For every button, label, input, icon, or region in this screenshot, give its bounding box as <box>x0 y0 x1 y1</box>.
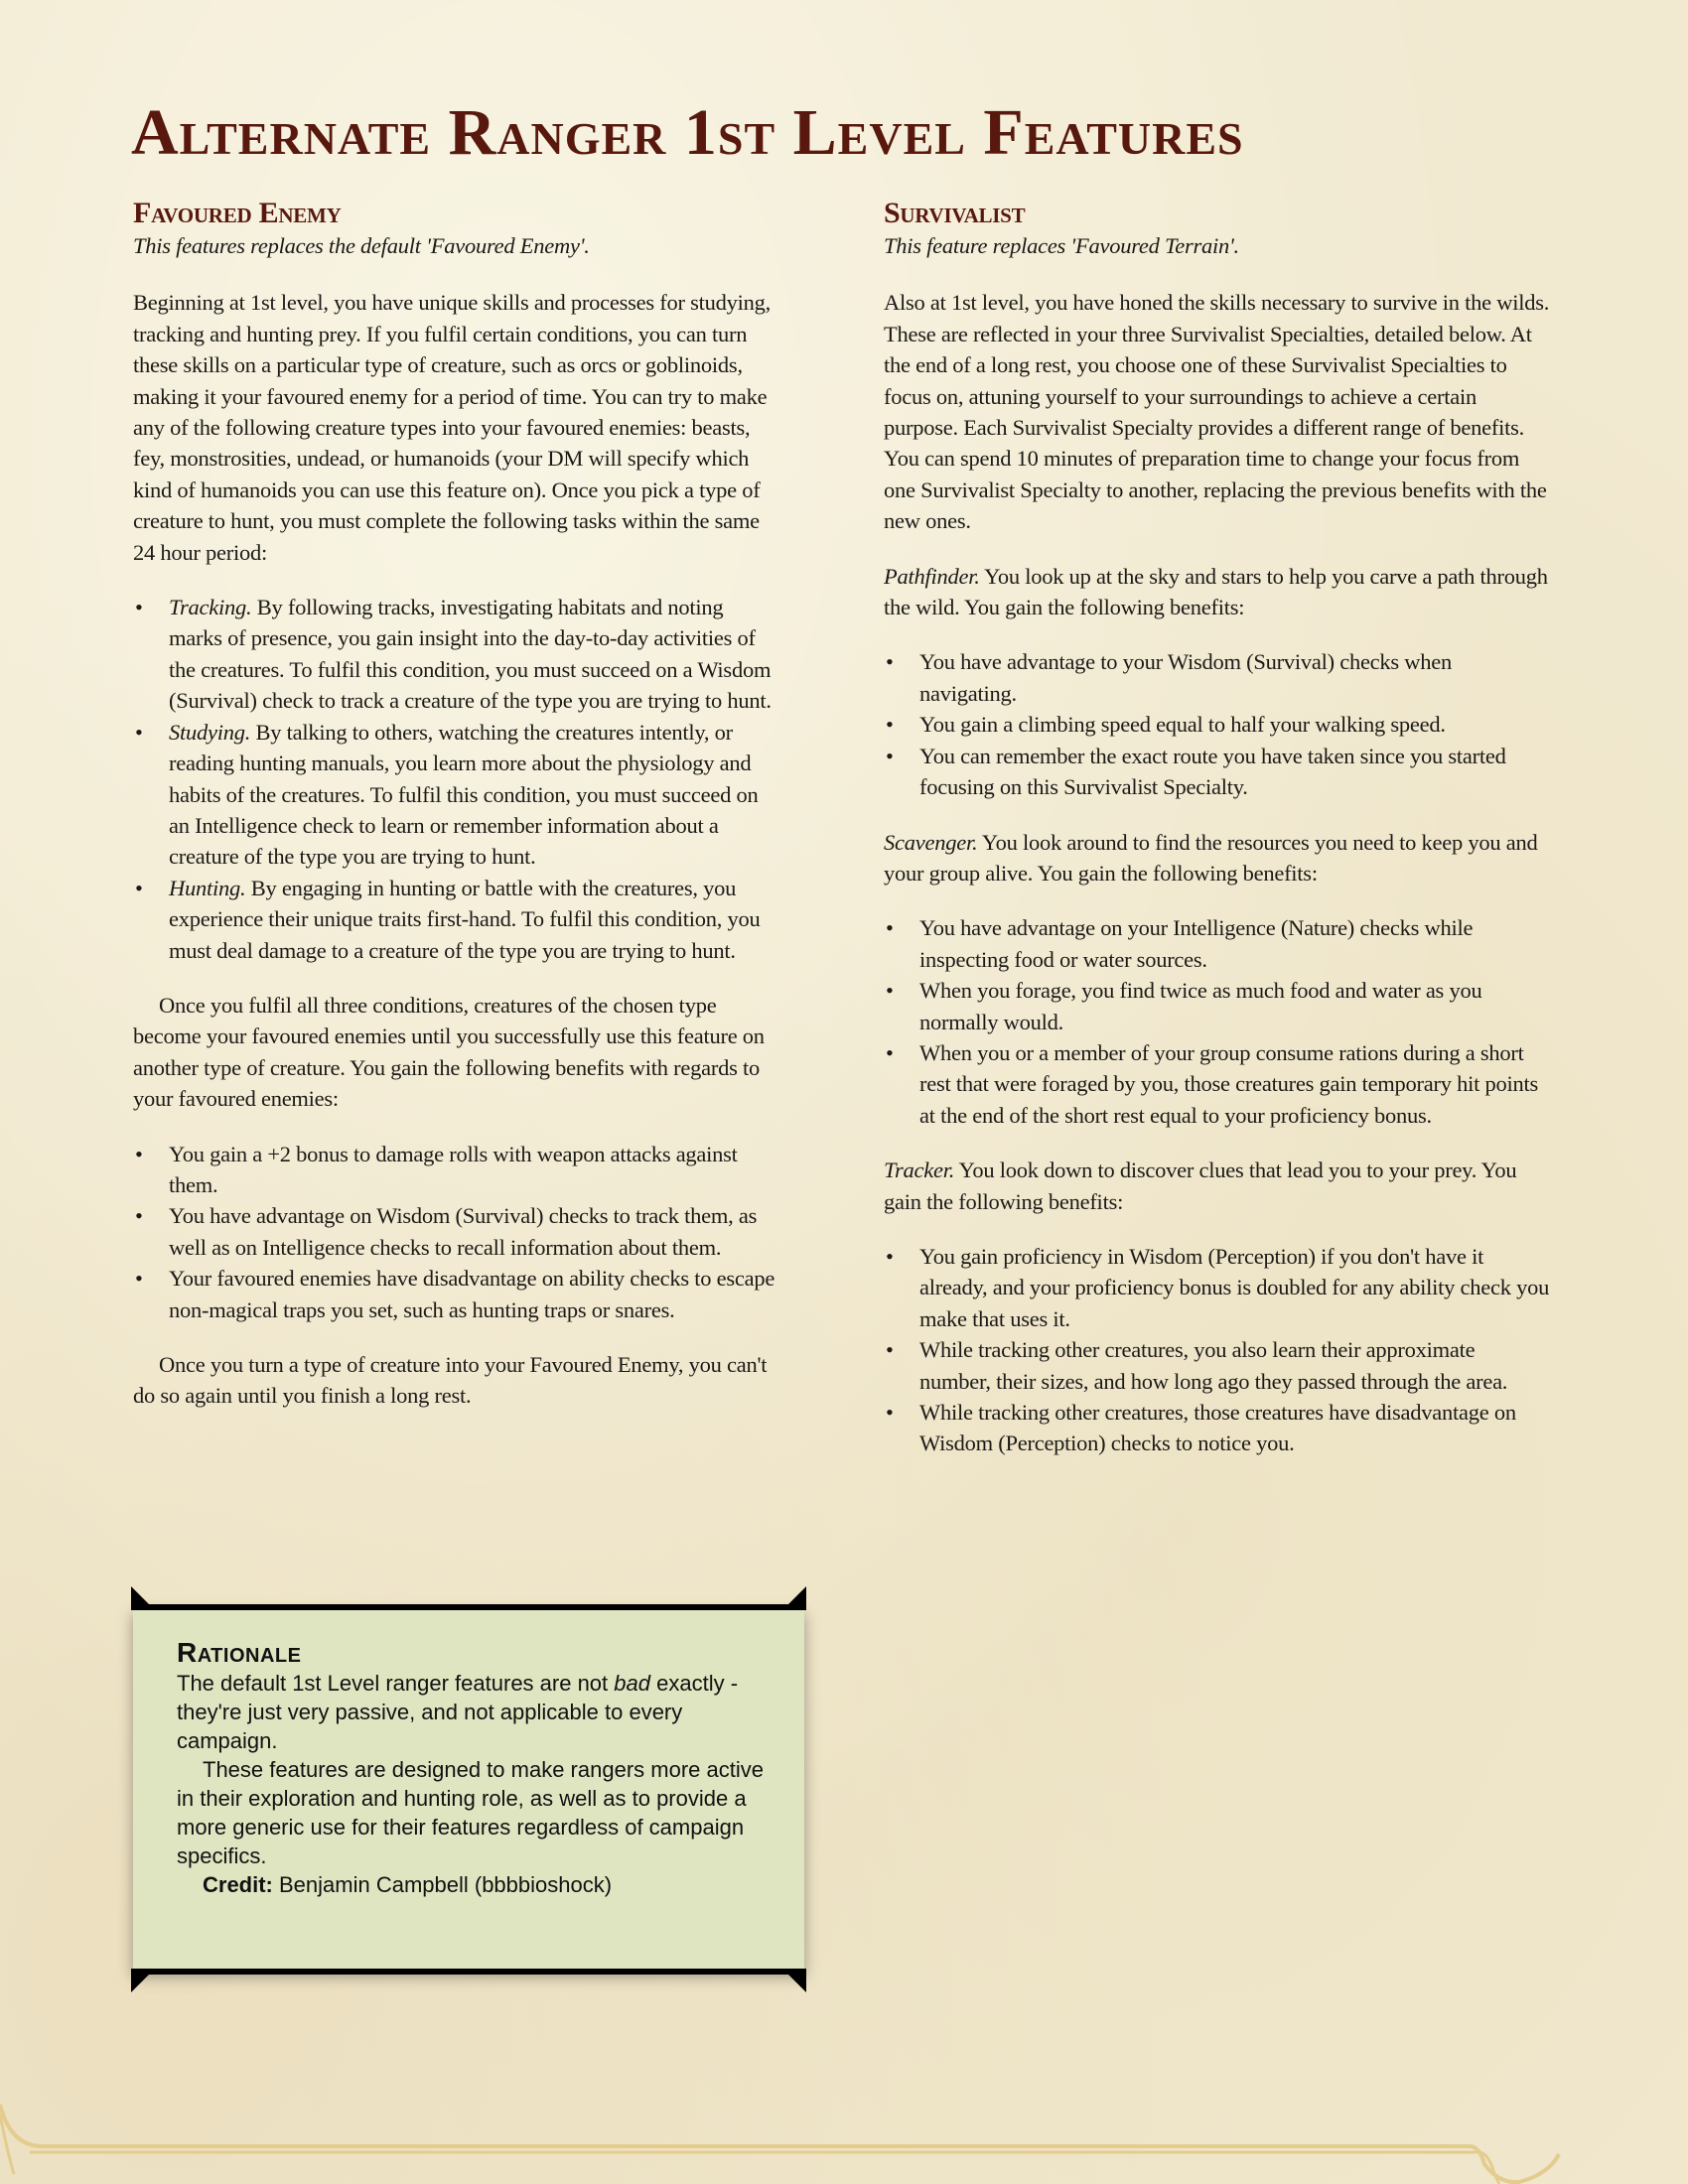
specialty-text: You look up at the sky and stars to help you carve a path through the wild. You gain the following benefits: <box>884 563 1548 620</box>
list-item: • You gain a climbing speed equal to half your walking speed. <box>884 709 1551 740</box>
list-item: • When you or a member of your group consume rations during a short rest that were foraged by you, those creatures gain temporary hit points at the end of the short rest equal to your proficiency bonus. <box>884 1037 1551 1131</box>
note-top-border <box>131 1604 806 1610</box>
specialty-tracker <box>884 1155 1551 1217</box>
specialty-text: You look around to find the resources you need to keep you and your group alive. You gain the following benefits: <box>884 829 1538 886</box>
list-item: • When you forage, you find twice as much food and water as you normally would. <box>884 975 1551 1037</box>
note-emphasis: bad <box>614 1671 650 1696</box>
note-bottom-border <box>131 1969 806 1975</box>
item-text: By talking to others, watching the creatures intently, or reading hunting manuals, you learn more about the physiology and habits of the creatures. To fulfil this condition, you must succeed on an Intelligence check to learn or remember information about a creature of the type you are trying to hunt. <box>169 719 759 870</box>
paragraph: Beginning at 1st level, you have unique skills and processes for studying, tracking and hunting prey. If you fulfil certain conditions, you can turn these skills on a particular type of creature, such as orcs or goblinoids, making it your favoured enemy for a period of time. You can try to make any of the following creature types into your favoured enemies: beasts, fey, monstrosities, undead, or humanoids (your DM will specify which kind of humanoids you can use this feature on). Once you pick a type of creature to hunt, you must complete the following tasks within the same 24 hour period: <box>133 290 772 565</box>
corner-ornament <box>788 1975 806 1992</box>
note-text: The default 1st Level ranger features are not <box>177 1671 615 1696</box>
corner-ornament <box>131 1586 149 1604</box>
specialty-term: Scavenger. <box>884 829 978 855</box>
specialty-text: You look down to discover clues that lead you to your prey. You gain the following benefits: <box>884 1158 1517 1214</box>
list-item: • You gain proficiency in Wisdom (Perception) if you don't have it already, and your proficiency bonus is doubled for any ability check you make that uses it. <box>884 1241 1551 1334</box>
item-term: Studying. <box>169 719 251 745</box>
pathfinder-benefits <box>884 646 1551 802</box>
paragraph: Also at 1st level, you have honed the skills necessary to survive in the wilds. These are reflected in your three Survivalist Specialties, detailed below. At the end of a long rest, you choose one of these Survivalist Specialties to focus on, attuning yourself to your surroundings to achieve a certain purpose. Each Survivalist Specialty provides a different range of benefits. You can spend 10 minutes of preparation time to change your focus from one Survivalist Specialty to another, replacing the previous benefits with the new ones. <box>884 290 1550 534</box>
section-heading: Favoured Enemy <box>133 197 342 229</box>
section-heading: Survivalist <box>884 197 1026 229</box>
survivalist-section <box>884 197 1551 1483</box>
list-item: • While tracking other creatures, those creatures have disadvantage on Wisdom (Perception) checks to notice you. <box>884 1397 1551 1459</box>
page-title: Alternate Ranger 1st Level Features <box>131 96 1244 169</box>
note-paragraph <box>177 1669 765 1755</box>
item-term: Hunting. <box>169 875 246 900</box>
list-item: • You have advantage on your Intelligence (Nature) checks while inspecting food or water sources. <box>884 912 1551 975</box>
list-item: • You can remember the exact route you have taken since you started focusing on this Survivalist Specialty. <box>884 741 1551 803</box>
note-title: Rationale <box>177 1637 302 1668</box>
corner-ornament <box>788 1586 806 1604</box>
specialty-term: Tracker. <box>884 1158 955 1183</box>
list-item <box>133 717 776 873</box>
rationale-note-box <box>133 1608 804 1971</box>
favoured-enemy-section <box>133 197 776 1412</box>
section-subtitle: This features replaces the default 'Favoured Enemy'. <box>133 233 590 258</box>
paragraph: Once you turn a type of creature into your Favoured Enemy, you can't do so again until you finish a long rest. <box>133 1352 768 1409</box>
item-term: Tracking. <box>169 595 252 620</box>
scavenger-benefits <box>884 912 1551 1131</box>
list-item <box>133 873 776 966</box>
list-item <box>133 592 776 717</box>
conditions-list <box>133 592 776 966</box>
footer-ornament <box>0 2075 1688 2184</box>
specialty-pathfinder <box>884 561 1551 623</box>
note-text: exactly - they're just very passive, and not applicable to every campaign. <box>177 1671 739 1753</box>
list-item: • You have advantage on Wisdom (Survival) checks to track them, as well as on Intelligence checks to recall information about them. <box>133 1200 776 1263</box>
item-text: By following tracks, investigating habitats and noting marks of presence, you gain insight into the day-to-day activities of the creatures. To fulfil this condition, you must succeed on a Wisdom (Survival) check to track a creature of the type you are trying to hunt. <box>169 595 772 714</box>
specialty-term: Pathfinder. <box>884 563 980 589</box>
note-credit <box>177 1870 765 1899</box>
list-item: • You have advantage to your Wisdom (Survival) checks when navigating. <box>884 646 1551 709</box>
benefits-list <box>133 1139 776 1325</box>
specialty-scavenger <box>884 827 1551 889</box>
credit-label: Credit: <box>203 1872 273 1897</box>
tracker-benefits <box>884 1241 1551 1459</box>
list-item: • Your favoured enemies have disadvantage on ability checks to escape non-magical traps you set, such as hunting traps or snares. <box>133 1263 776 1325</box>
corner-ornament <box>131 1975 149 1992</box>
credit-text: Benjamin Campbell (bbbbioshock) <box>272 1872 613 1897</box>
paragraph: Once you fulfil all three conditions, creatures of the chosen type become your favoured enemies until you successfully use this feature on another type of creature. You gain the following benefits with regards to your favoured enemies: <box>133 992 765 1112</box>
list-item: • You gain a +2 bonus to damage rolls with weapon attacks against them. <box>133 1139 776 1201</box>
section-subtitle: This feature replaces 'Favoured Terrain'. <box>884 233 1239 258</box>
item-text: By engaging in hunting or battle with the creatures, you experience their unique traits first-hand. To fulfil this condition, you must deal damage to a creature of the type you are trying to hunt. <box>169 875 761 963</box>
note-paragraph: These features are designed to make rangers more active in their exploration and hunting role, as well as to provide a more generic use for their features regardless of campaign specifics. <box>177 1757 764 1868</box>
list-item: • While tracking other creatures, you also learn their approximate number, their sizes, and how long ago they passed through the area. <box>884 1334 1551 1397</box>
